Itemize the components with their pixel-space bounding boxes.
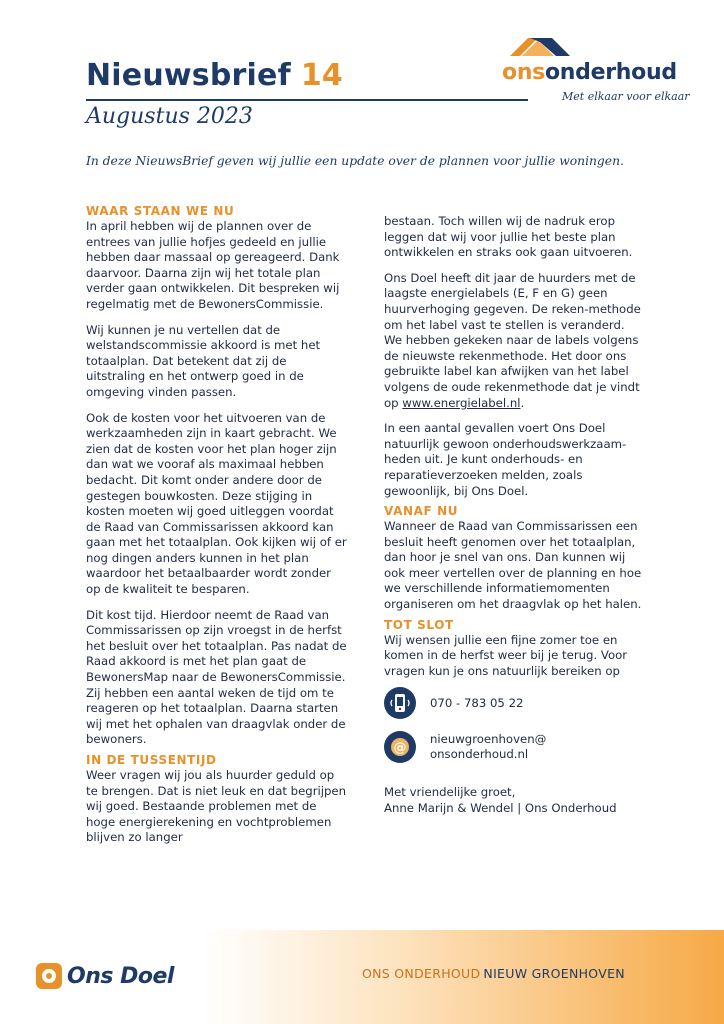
greeting: Met vriendelijke groet, (384, 785, 516, 800)
closing (384, 785, 646, 816)
heading-tot-slot: TOT SLOT (384, 617, 454, 632)
heading-waar-staan: WAAR STAAN WE NU (86, 204, 235, 218)
paragraph: Weer vragen wij jou als huurder geduld op te brengen. Dat is niet leuk en dat begrijpen wij goed. Bestaande problemen met de hoge energierekening en vochtproblemen blijven zo langer (86, 768, 347, 845)
signature: Anne Marijn & Wendel | Ons Onderhoud (384, 801, 617, 816)
paragraph: In een aantal gevallen voert Ons Doel natuurlijk gewoon onderhoudswerkzaam-heden uit. Je kunt onderhouds- en reparatieverzoeken melden, zoals gewoonlijk, bij Ons Doel. (384, 421, 627, 498)
newsletter-title (86, 58, 343, 93)
intro-text: In deze NieuwsBrief geven wij jullie een update over de plannen voor jullie woningen. (86, 154, 624, 168)
phone-number: 070 - 783 05 22 (430, 695, 524, 710)
logo-wordmark: onsonderhoud (502, 60, 677, 85)
title-text: Nieuwsbrief (86, 58, 291, 93)
paragraph: Wij wensen jullie een fijne zomer toe en komen in de herfst weer bij je terug. Voor vragen kun je ons natuurlijk bereiken op (384, 632, 628, 678)
left-column (86, 204, 348, 856)
paragraph: Ons Doel heeft dit jaar de huurders met de laagste energielabels (E, F en G) geen huurverhoging gegeven. De reken-methode om het label vast te stellen is veranderd. We hebben gekeken naar de labels volgens de nieuwste rekenmethode. Het door ons gebruikte label kan afwijken van het label volgens de oude rekenmethode dat je vindt op www.energielabel.nl. (384, 270, 641, 410)
paragraph: Ook de kosten voor het uitvoeren van de werkzaamheden zijn in kaart gebracht. We zien dat de kosten voor het plan hoger zijn dan wat we vooraf als maximaal hebben bedacht. Dit komt onder andere door de gestegen bouwkosten. Deze stijging in kosten moeten wij goed uitleggen voordat de Raad van Commissarissen akkoord kan gaan met het totaalplan. Ook kijken wij of er nog dingen anders kunnen in het plan waardoor het betaalbaarder wordt zonder op de kwaliteit te besparen. (86, 410, 347, 597)
paragraph: In april hebben wij de plannen over de entrees van jullie hofjes gedeeld en jullie hebben daar massaal op gereageerd. Dank daarvoor. Daarna zijn wij het totale plan verder gaan ontwikkelen. Dit bespreken wij regelmatig met de BewonersCommissie. (86, 219, 340, 311)
ons-doel-mark-icon (36, 963, 62, 989)
paragraph: bestaan. Toch willen wij de nadruk erop leggen dat wij voor jullie het beste plan ontwikkelen en straks ook gaan uitvoeren. (384, 214, 633, 260)
footer-project-label: ONS ONDERHOUD NIEUW GROENHOVEN (362, 966, 625, 981)
phone-contact[interactable] (384, 687, 646, 719)
ons-doel-logo (36, 963, 174, 989)
onsonderhoud-logo (502, 34, 690, 110)
email-at-icon (384, 731, 416, 763)
title-underline (86, 99, 528, 101)
svg-text:@: @ (393, 740, 407, 756)
heading-tussentijd: IN DE TUSSENTIJD (86, 753, 217, 767)
roof-icon (508, 34, 572, 58)
energielabel-link[interactable]: www.energielabel.nl (402, 395, 521, 410)
issue-date: Augustus 2023 (86, 104, 253, 129)
paragraph: Wanneer de Raad van Commissarissen een besluit heeft genomen over het totaalplan, dan hoor je snel van ons. Dan kunnen wij ook meer vertellen over de planning en hoe we verschillende informatiemomenten organiseren om het draagvlak op het halen. (384, 519, 642, 612)
heading-vanaf-nu: VANAF NU (384, 504, 459, 519)
phone-icon (384, 687, 416, 719)
right-column (384, 214, 646, 817)
email-address: nieuwgroenhoven@ onsonderhoud.nl (430, 731, 547, 762)
paragraph: Wij kunnen je nu vertellen dat de welstandscommissie akkoord is met het totaalplan. Dat betekent dat zij de uitstraling en het ontwerp goed in de omgeving vinden passen. (86, 322, 321, 399)
paragraph: Dit kost tijd. Hierdoor neemt de Raad van Commissarissen op zijn vroegst in de herfst het besluit over het totaalplan. Pas nadat de Raad akkoord is met het plan gaat de BewonersMap naar de BewonersCommissie. Zij hebben een aantal weken de tijd om te reageren op het totaalplan. Daarna starten wij met het ophalen van draagvlak onder de bewoners. (86, 607, 347, 747)
logo-tagline: Met elkaar voor elkaar (562, 90, 690, 103)
issue-number: 14 (300, 58, 343, 93)
email-contact[interactable] (384, 731, 646, 763)
ons-doel-name: Ons Doel (67, 963, 174, 989)
footer-band (0, 930, 724, 1024)
